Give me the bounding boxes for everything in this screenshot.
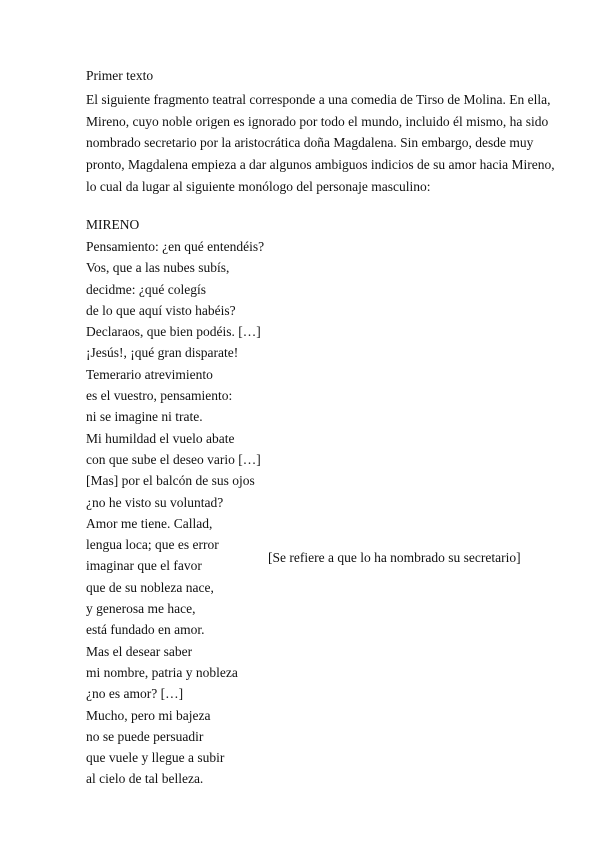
section-heading: Primer texto [86,68,154,83]
verse-line: ¿no he visto su voluntad? [86,494,224,510]
verse-line: imaginar que el favor [86,558,202,574]
verse-line: Amor me tiene. Callad, [86,515,213,531]
intro-line: pronto, Magdalena empieza a dar algunos ambiguos indicios de su amor hacia Mireno, [86,157,555,173]
verse-line: al cielo de tal belleza. [86,771,204,787]
speaker-name: MIRENO [86,217,140,232]
verse-line: está fundado en amor. [86,622,205,638]
verse-line: Pensamiento: ¿en qué entendéis? [86,239,265,254]
verse-line: ¡Jesús!, ¡qué gran disparate! [86,345,239,361]
verse-line: que de su nobleza nace, [86,579,214,595]
intro-line: nombrado secretario por la aristocrática doña Magdalena. Sin embargo, desde muy [86,135,534,151]
verse-line: con que sube el deseo vario […] [86,451,261,467]
verse-line: Mi humildad el vuelo abate [86,430,235,446]
verse-line: y generosa me hace, [86,601,196,617]
margin-note: [Se refiere a que lo ha nombrado su secretario] [268,550,521,565]
verse-list [86,236,264,790]
verse-line: ¿no es amor? […] [86,686,184,702]
intro-paragraph [86,89,555,198]
verse-line: Vos, que a las nubes subís, [86,260,230,276]
intro-line: El siguiente fragmento teatral corresponde a una comedia de Tirso de Molina. En ella, [86,92,551,107]
verse-line: Mucho, pero mi bajeza [86,707,211,723]
intro-line: Mireno, cuyo noble origen es ignorado por todo el mundo, incluido él mismo, ha sido [86,113,549,129]
verse-line: es el vuestro, pensamiento: [86,388,233,404]
verse-line: ni se imagine ni trate. [86,409,203,425]
verse-line: lengua loca; que es error [86,537,219,553]
verse-line: [Mas] por el balcón de sus ojos [86,473,255,489]
verse-line: decidme: ¿qué colegís [86,281,206,297]
verse-line: no se puede persuadir [86,728,204,744]
verse-line: Temerario atrevimiento [86,366,213,382]
verse-line: de lo que aquí visto habéis? [86,302,236,318]
verse-line: mi nombre, patria y nobleza [86,664,238,680]
verse-line: Mas el desear saber [86,643,193,659]
verse-line: Declaraos, que bien podéis. […] [86,324,261,340]
intro-line: lo cual da lugar al siguiente monólogo del personaje masculino: [86,178,431,194]
verse-line: que vuele y llegue a subir [86,750,225,766]
